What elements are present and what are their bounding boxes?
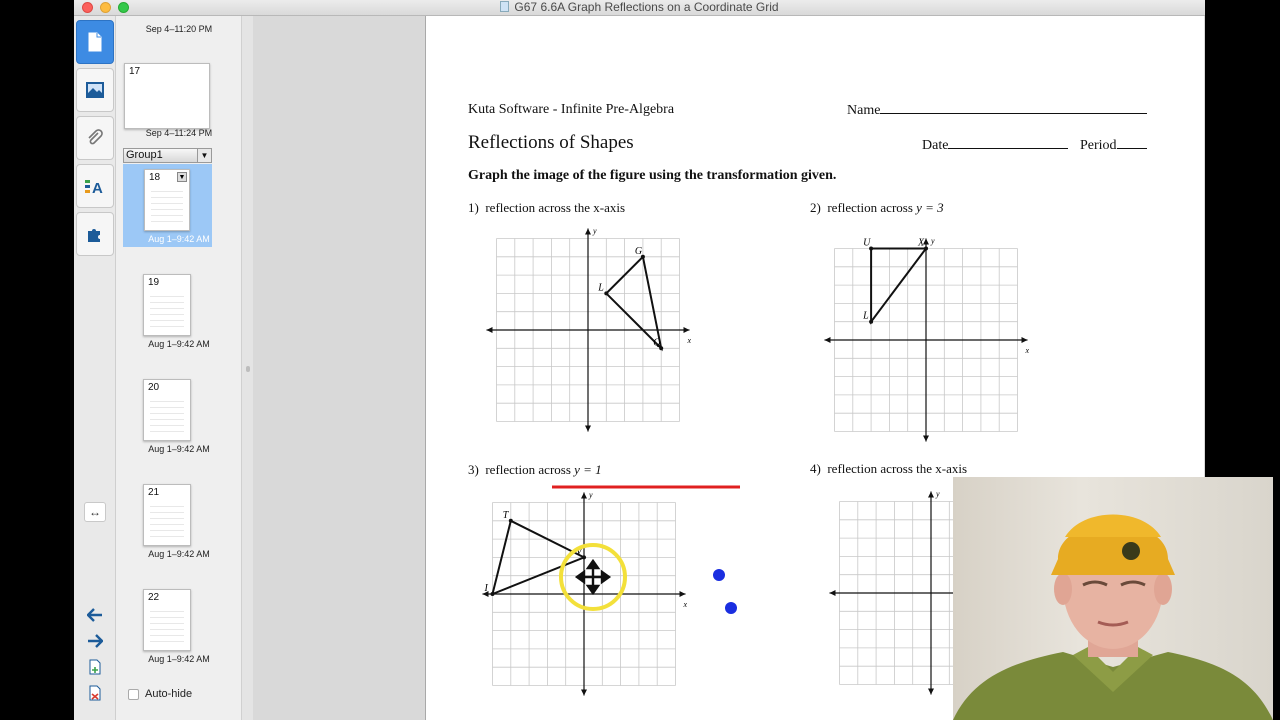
page-preview <box>150 291 184 329</box>
page-thumbnail-20[interactable] <box>143 379 191 441</box>
x-axis-label: x <box>687 336 692 345</box>
page-number: 19 <box>148 277 160 288</box>
graph-3 <box>483 491 688 696</box>
svg-text:A: A <box>92 180 103 195</box>
page-number: 20 <box>148 382 160 393</box>
page-number: 22 <box>148 592 160 603</box>
blue-ink-dot[interactable] <box>725 602 737 614</box>
blue-ink-dot[interactable] <box>713 569 725 581</box>
properties-tab[interactable] <box>76 164 114 208</box>
vertex-label: X <box>918 237 925 249</box>
window-title <box>74 0 1205 16</box>
attachment-icon <box>86 129 104 147</box>
add-page-icon[interactable] <box>86 658 104 676</box>
problem-1-prompt: 1) reflection across the x-axis <box>468 200 626 215</box>
y-axis-label: y <box>589 490 593 500</box>
problem-4-prompt: 4) reflection across the x-axis <box>810 461 968 476</box>
auto-hide-toggle[interactable] <box>128 688 192 700</box>
name-label: Name <box>847 103 881 118</box>
page-number: 21 <box>148 487 160 498</box>
title-bar <box>74 0 1205 16</box>
vertex-point <box>924 247 928 251</box>
y-axis-label: y <box>593 226 597 236</box>
vertex-point <box>582 555 586 559</box>
page-preview <box>150 396 184 434</box>
vertex-label: T <box>502 509 509 521</box>
back-arrow-icon[interactable] <box>86 606 104 624</box>
graph-2 <box>825 237 1030 442</box>
delete-page-icon[interactable] <box>86 684 104 702</box>
x-axis-label: x <box>683 600 688 609</box>
figure-triangle <box>606 257 661 349</box>
document-icon <box>500 1 509 12</box>
page-date-label: Aug 1–9:42 AM <box>148 654 210 664</box>
page-preview <box>150 501 184 539</box>
page-date-label: Aug 1–9:42 AM <box>148 234 210 244</box>
gallery-icon <box>85 81 105 99</box>
group-dropdown-label: Group1 <box>126 149 163 161</box>
page-thumbnail-22[interactable] <box>143 589 191 651</box>
vertex-label: L <box>863 310 869 322</box>
page-date-label: Sep 4–11:20 PM <box>145 24 213 34</box>
page-date-label: Aug 1–9:42 AM <box>148 444 210 454</box>
graph-1 <box>487 227 692 432</box>
page-date-label: Aug 1–9:42 AM <box>148 339 210 349</box>
group-dropdown[interactable] <box>123 148 212 163</box>
x-axis-label: x <box>1025 346 1030 355</box>
worksheet-title: Reflections of Shapes <box>468 132 634 153</box>
move-sidebar-button[interactable]: ↔ <box>84 502 106 522</box>
page-preview <box>151 186 183 224</box>
page-thumbnail-18[interactable] <box>144 169 190 231</box>
period-label: Period <box>1080 138 1117 153</box>
properties-icon <box>84 177 106 195</box>
vertex-point <box>509 519 513 523</box>
vertex-label: V <box>576 546 583 558</box>
page-number: 17 <box>129 66 141 77</box>
problem-2-prompt: 2) reflection across y = 3 <box>810 200 944 215</box>
vertex-point <box>869 320 873 324</box>
page-sorter-tab[interactable] <box>76 20 114 64</box>
addons-icon <box>85 225 105 243</box>
problem-3-prompt: 3) reflection across y = 1 <box>468 462 602 477</box>
gallery-tab[interactable] <box>76 68 114 112</box>
page-preview <box>150 606 184 644</box>
vertex-point <box>604 291 608 295</box>
vertex-label: Q <box>653 337 661 349</box>
vertex-label: I <box>484 583 488 594</box>
chevron-down-icon: ▼ <box>197 149 211 162</box>
addons-tab[interactable] <box>76 212 114 256</box>
presenter-video <box>953 477 1273 720</box>
vertex-label: G <box>634 245 643 257</box>
publisher-text: Kuta Software - Infinite Pre-Algebra <box>468 102 675 117</box>
forward-arrow-icon[interactable] <box>86 632 104 650</box>
page-icon <box>87 32 103 52</box>
page-thumbnail-17[interactable] <box>124 63 210 129</box>
auto-hide-checkbox[interactable] <box>128 689 139 700</box>
page-thumbnail-21[interactable] <box>143 484 191 546</box>
side-tab-bar <box>74 16 116 720</box>
instructions-text: Graph the image of the figure using the transformation given. <box>468 168 837 183</box>
page-sorter <box>116 16 241 720</box>
date-label: Date <box>922 138 949 153</box>
page-number: 18 <box>149 172 161 183</box>
attachments-tab[interactable] <box>76 116 114 160</box>
page-thumbnail-19[interactable] <box>143 274 191 336</box>
vertex-label: L <box>598 282 604 294</box>
y-axis-label: y <box>931 236 935 246</box>
window-title-text: G67 6.6A Graph Reflections on a Coordinate Grid <box>514 0 779 14</box>
vertex-point <box>491 592 495 596</box>
move-cursor-icon <box>577 561 609 593</box>
y-axis-label: y <box>936 489 940 499</box>
page-date-label: Sep 4–11:24 PM <box>145 128 213 138</box>
splitter-grip-icon <box>246 366 250 372</box>
page-menu-chevron-icon[interactable]: ▼ <box>178 174 186 181</box>
vertex-label: U <box>863 237 871 249</box>
auto-hide-label: Auto-hide <box>145 688 193 700</box>
page-date-label: Aug 1–9:42 AM <box>148 549 210 559</box>
webcam-overlay <box>953 477 1273 720</box>
